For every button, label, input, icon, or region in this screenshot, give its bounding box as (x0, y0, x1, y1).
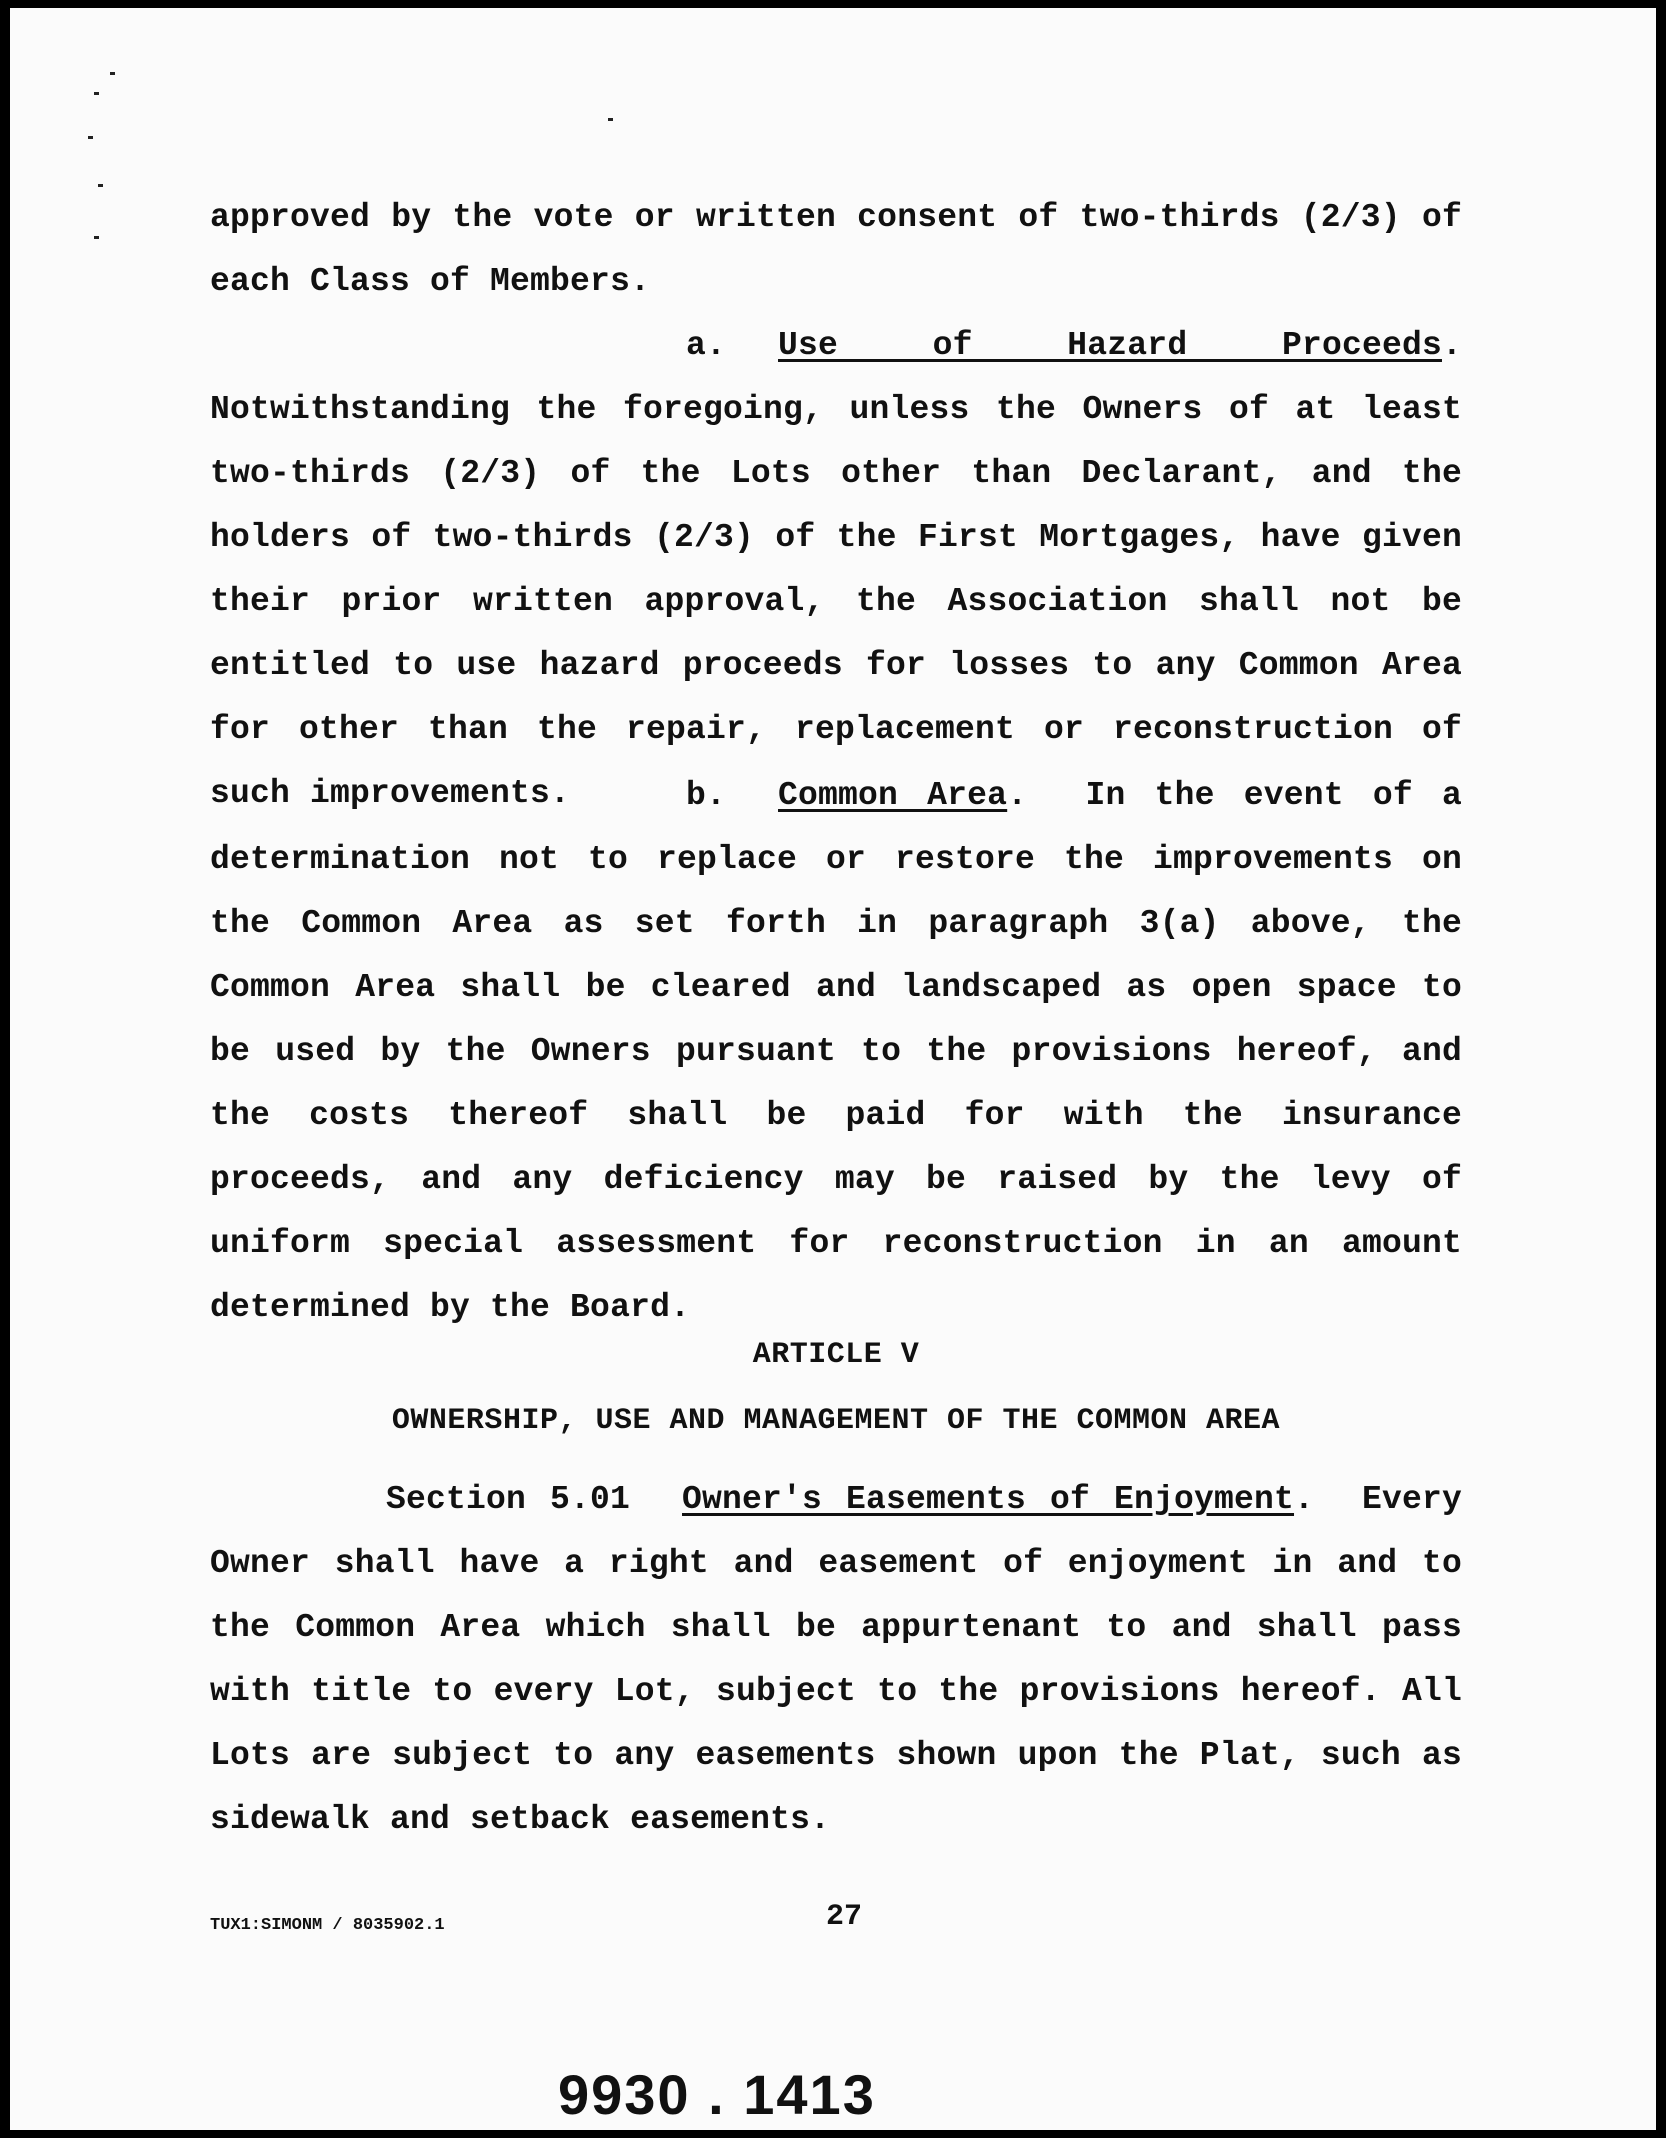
section-a (210, 314, 1462, 826)
section-5-01-text: Section 5.01 Owner's Easements of Enjoyment. Every Owner shall have a right and easement of enjoyment in and to the Common Area which shall be appurtenant to and shall pass with title to every Lot, subject to the provisions hereof. All Lots are subject to any easements shown upon the Plat, such as sidewalk and setback easements. (210, 1481, 1462, 1838)
page-number: 27 (825, 1900, 862, 1934)
document-page (10, 8, 1656, 2130)
article-heading: ARTICLE V (752, 1338, 920, 1372)
paragraph-intro-text: approved by the vote or written consent of two-thirds (2/3) of each Class of Members. (210, 199, 1462, 300)
section-b-body: In the event of a determination not to replace or restore the improvements on the Common Area as set forth in paragraph 3(a) above, the Common Area shall be cleared and landscaped as open space to be used by the Owners pursuant to the provisions hereof, and the costs thereof shall be paid for with the insurance proceeds, and any deficiency may be raised by the levy of uniform special assessment for reconstruction in an amount determined by the Board. (210, 777, 1462, 1326)
section-5-01-body: Every Owner shall have a right and easement of enjoyment in and to the Common Area which shall be appurtenant to and shall pass with title to every Lot, subject to the provisions hereof. All Lots are subject to any easements shown upon the Plat, such as sidewalk and setback easements. (210, 1481, 1462, 1838)
recording-stamp-number: 9930 . 1413 (558, 2063, 876, 2126)
section-a-text: a. Use of Hazard Proceeds. Notwithstanding the foregoing, unless the Owners of at least two-thirds (2/3) of the Lots other than Declarant, and the holders of two-thirds (2/3) of the First Mortgages, have given their prior written approval, the Association shall not be entitled to use hazard proceeds for losses to any Common Area for other than the repair, replacement or reconstruction of such improvements. (210, 327, 1462, 812)
section-b (210, 764, 1462, 1340)
section-a-title: Use of Hazard Proceeds (778, 327, 1442, 364)
section-b-text: b. Common Area. In the event of a determination not to replace or restore the improvements on the Common Area as set forth in paragraph 3(a) above, the Common Area shall be cleared and landscaped as open space to be used by the Owners pursuant to the provisions hereof, and the costs thereof shall be paid for with the insurance proceeds, and any deficiency may be raised by the levy of uniform special assessment for reconstruction in an amount determined by the Board. (210, 777, 1462, 1326)
article-subheading: OWNERSHIP, USE AND MANAGEMENT OF THE COMMON AREA (391, 1404, 1281, 1438)
section-b-label: b. (686, 777, 727, 814)
document-id-footer: TUX1:SIMONM / 8035902.1 (210, 1916, 445, 1935)
section-b-title: Common Area (778, 777, 1008, 814)
paragraph-intro (210, 186, 1462, 314)
section-5-01 (210, 1468, 1462, 1852)
section-5-01-label: Section 5.01 (386, 1481, 631, 1518)
section-a-label: a. (686, 327, 727, 364)
section-5-01-title: Owner's Easements of Enjoyment (682, 1481, 1295, 1518)
section-a-body: Notwithstanding the foregoing, unless the Owners of at least two-thirds (2/3) of the Lots other than Declarant, and the holders of two-thirds (2/3) of the First Mortgages, have given their prior written approval, the Association shall not be entitled to use hazard proceeds for losses to any Common Area for other than the repair, replacement or reconstruction of such improvements. (210, 391, 1462, 812)
